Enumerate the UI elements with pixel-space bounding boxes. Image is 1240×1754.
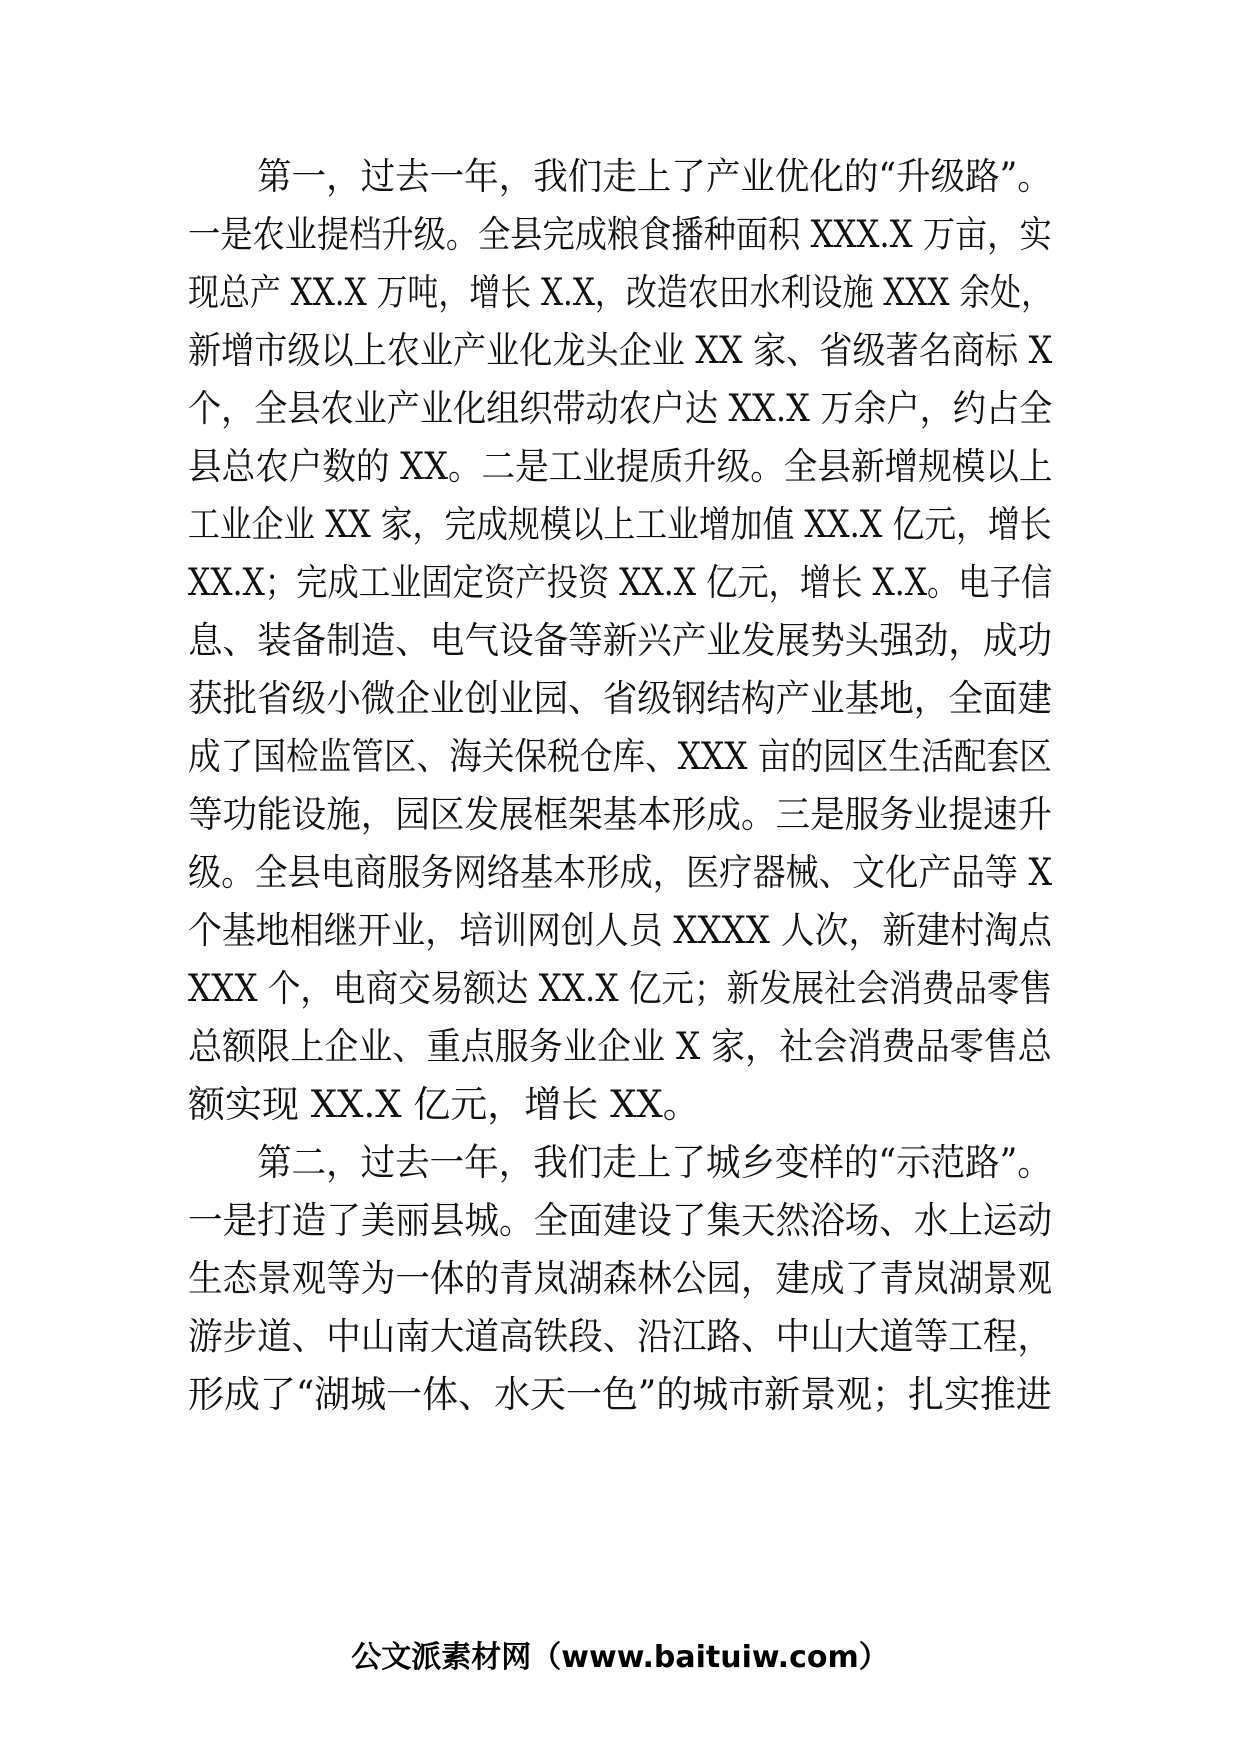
paragraph-line: 总额限上企业、重点服务业企业 X 家，社会消费品零售总: [188, 1025, 1052, 1068]
paragraph-line: XXX 个，电商交易额达 XX.X 亿元；新发展社会消费品零售: [188, 967, 1053, 1010]
paragraph-line: 形成了“湖城一体、水天一色”的城市新景观；扎实推进: [188, 1373, 1052, 1416]
paragraph-line: 个，全县农业产业化组织带动农户达 XX.X 万余户，约占全: [188, 387, 1053, 430]
paragraph-line: 新增市级以上农业产业化龙头企业 XX 家、省级著名商标 X: [188, 329, 1053, 372]
paragraph-line: 县总农户数的 XX。二是工业提质升级。全县新增规模以上: [188, 445, 1053, 488]
paragraph-line: 级。全县电商服务网络基本形成，医疗器械、文化产品等 X: [188, 851, 1053, 894]
paragraph-line: 息、装备制造、电气设备等新兴产业发展势头强劲，成功: [188, 619, 1053, 662]
paragraph-line: XX.X；完成工业固定资产投资 XX.X 亿元，增长 X.X。电子信: [188, 561, 1053, 604]
paragraph-line: 第二，过去一年，我们走上了城乡变样的“示范路”。: [188, 1141, 1052, 1184]
paragraph-line: 额实现 XX.X 亿元，增长 XX。: [188, 1083, 700, 1126]
paragraph-line: 第一，过去一年，我们走上了产业优化的“升级路”。: [188, 155, 1052, 198]
paragraph-line: 个基地相继开业，培训网创人员 XXXX 人次，新建村淘点: [188, 909, 1052, 952]
paragraph-line: 生态景观等为一体的青岚湖森林公园，建成了青岚湖景观: [188, 1257, 1053, 1300]
paragraph-line: 获批省级小微企业创业园、省级钢结构产业基地，全面建: [188, 677, 1053, 720]
paragraph-line: 一是打造了美丽县城。全面建设了集天然浴场、水上运动: [188, 1199, 1053, 1242]
paragraph-line: 现总产 XX.X 万吨，增长 X.X，改造农田水利设施 XXX 余处，: [188, 271, 1053, 314]
paragraph-line: 成了国检监管区、海关保税仓库、XXX 亩的园区生活配套区: [188, 735, 1052, 778]
paragraph-line: 游步道、中山南大道高铁段、沿江路、中山大道等工程，: [188, 1315, 1053, 1358]
footer-watermark: 公文派素材网（www.baituiw.com）: [351, 1640, 889, 1675]
paragraph-line: 等功能设施，园区发展框架基本形成。三是服务业提速升: [188, 793, 1053, 836]
paragraph-line: 工业企业 XX 家，完成规模以上工业增加值 XX.X 亿元，增长: [188, 503, 1052, 546]
paragraph-line: 一是农业提档升级。全县完成粮食播种面积 XXX.X 万亩，实: [188, 213, 1052, 256]
